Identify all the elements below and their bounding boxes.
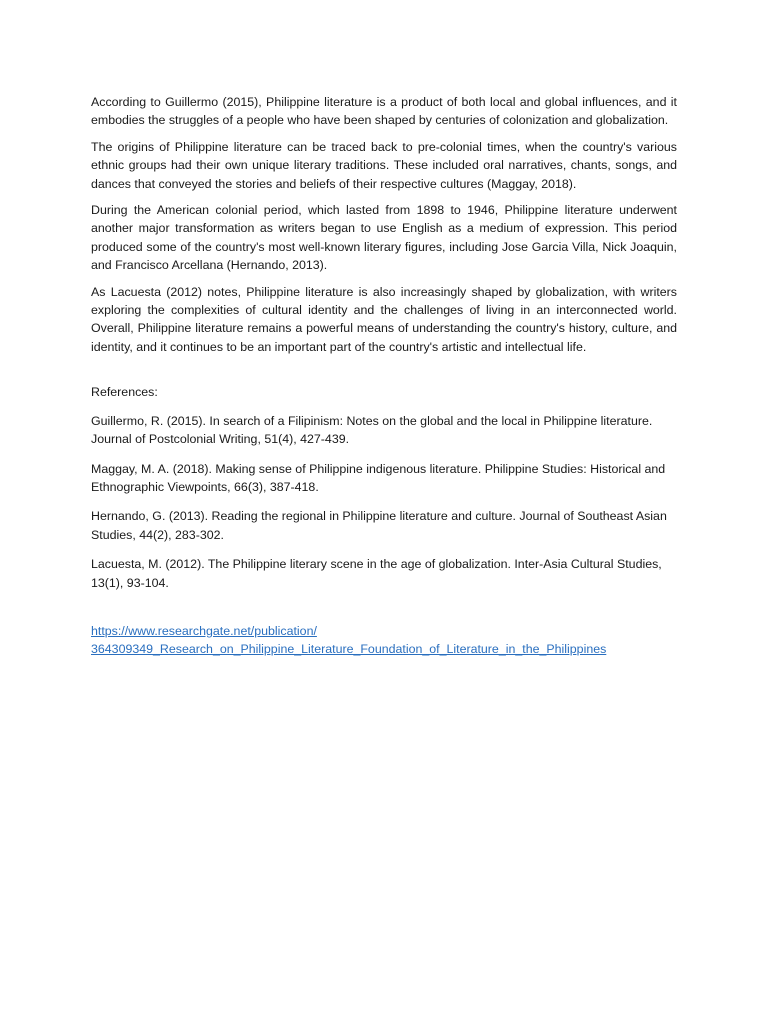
source-link-line-1[interactable]: https://www.researchgate.net/publication/ bbox=[91, 623, 317, 638]
paragraph-globalization: As Lacuesta (2012) notes, Philippine literature is also increasingly shaped by globalization, with writers exploring the complexities of cultural identity and the challenges of living in an interconnected world. Overall, Philippine literature remains a powerful means of understanding the country's history, culture, and identity, and it continues to be an important part of the country's artistic and intellectual life. bbox=[91, 284, 677, 354]
paragraph-intro: According to Guillermo (2015), Philippine literature is a product of both local and global influences, and it embodies the struggles of a people who have been shaped by centuries of colonization and globalization. bbox=[91, 95, 677, 128]
references-heading: References: bbox=[91, 385, 158, 400]
document-body bbox=[91, 93, 677, 659]
source-link[interactable] bbox=[91, 622, 677, 659]
paragraph-american-period: During the American colonial period, which lasted from 1898 to 1946, Philippine literature underwent another major transformation as writers began to use English as a medium of expression. This period produced some of the country's most well-known literary figures, including Jose Garcia Villa, Nick Joaquin, and Francisco Arcellana (Hernando, 2013). bbox=[91, 203, 677, 273]
reference-item-hernando: Hernando, G. (2013). Reading the regional in Philippine literature and culture. Journal of Southeast Asian Studies, 44(2), 283-302. bbox=[91, 509, 667, 542]
section-spacer bbox=[91, 364, 677, 383]
reference-item-lacuesta: Lacuesta, M. (2012). The Philippine literary scene in the age of globalization. Inter-Asia Cultural Studies, 13(1), 93-104. bbox=[91, 557, 662, 590]
reference-item-guillermo: Guillermo, R. (2015). In search of a Filipinism: Notes on the global and the local in Philippine literature. Journal of Postcolonial Writing, 51(4), 427-439. bbox=[91, 413, 653, 447]
paragraph-origins: The origins of Philippine literature can be traced back to pre-colonial times, when the country's various ethnic groups had their own unique literary traditions. These included oral narratives, chants, songs, and dances that conveyed the stories and beliefs of their respective cultures (Maggay, 2018). bbox=[91, 139, 677, 191]
source-link-line-2[interactable]: 364309349_Research_on_Philippine_Literature_Foundation_of_Literature_in_the_Philippines bbox=[91, 642, 607, 657]
reference-item-maggay: Maggay, M. A. (2018). Making sense of Philippine indigenous literature. Philippine Studies: Historical and Ethnographic Viewpoints, 66(3), 387-418. bbox=[91, 461, 666, 494]
